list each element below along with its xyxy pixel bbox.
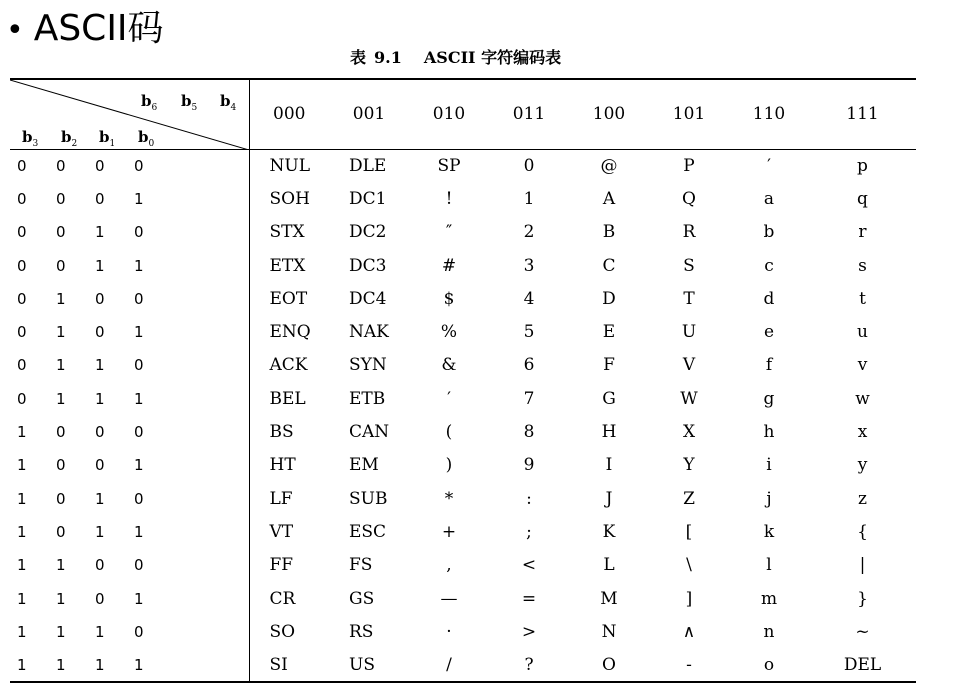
code-cell: p: [857, 155, 868, 176]
code-cell: u: [857, 322, 868, 343]
code-cell: <: [521, 555, 537, 576]
code-cell: DC2: [349, 222, 387, 243]
code-cell: DC4: [349, 288, 387, 309]
code-cell: B: [602, 222, 616, 243]
bit-value: 0: [95, 289, 105, 308]
code-cell: SYN: [349, 355, 387, 376]
low-bits-cell: [10, 415, 249, 448]
code-cell: 9: [523, 455, 535, 476]
code-cell: Y: [683, 455, 695, 476]
bit-value: 0: [95, 323, 105, 342]
bit-value: 0: [134, 356, 144, 375]
bit-value: 1: [56, 323, 66, 342]
bit-value: 0: [56, 189, 66, 208]
caption-number: 9.1: [374, 48, 402, 67]
code-cell: I: [605, 455, 613, 476]
code-cell: A: [602, 188, 616, 209]
column-header: 010: [409, 79, 489, 149]
code-cell: J: [605, 488, 613, 509]
code-cell: X: [682, 422, 696, 443]
code-cell: -: [649, 648, 729, 681]
code-cell: f: [765, 355, 773, 376]
bit-value: 0: [95, 423, 105, 442]
code-cell: g: [763, 388, 775, 409]
table-row: [10, 415, 916, 448]
code-cell: ′: [447, 388, 451, 409]
code-cell: n: [763, 621, 775, 642]
code-cell: DC3: [349, 255, 387, 276]
bit-value: 1: [56, 622, 66, 641]
low-bits-cell: [10, 282, 249, 315]
bit-value: 1: [95, 655, 105, 674]
code-cell: O: [569, 648, 649, 681]
code-cell: i: [766, 455, 772, 476]
code-cell: C: [602, 255, 616, 276]
code-cell: c: [764, 255, 774, 276]
code-cell: ETX: [269, 255, 306, 276]
bit-value: 1: [134, 655, 144, 674]
bit-value: 0: [56, 223, 66, 242]
code-cell: FS: [349, 555, 373, 576]
table-row: [10, 615, 916, 648]
bit-value: 1: [56, 655, 66, 674]
code-cell: $: [443, 288, 455, 309]
code-cell: SP: [437, 155, 461, 176]
bit-value: 1: [134, 323, 144, 342]
column-header: 111: [809, 79, 916, 149]
column-header: 100: [569, 79, 649, 149]
code-cell: ,: [446, 555, 452, 576]
bullet-icon: •: [6, 13, 24, 48]
code-cell: —: [440, 588, 458, 609]
table-row: [10, 349, 916, 382]
code-cell: L: [603, 555, 615, 576]
code-cell: U: [681, 322, 697, 343]
high-bit-label: $b_6$: [141, 92, 158, 113]
low-bit-label: $b_1$: [99, 128, 116, 149]
ascii-table-container: [10, 78, 916, 683]
code-cell: =: [521, 588, 537, 609]
bit-value: 0: [56, 522, 66, 541]
code-cell: &: [441, 355, 457, 376]
bit-value: 0: [95, 189, 105, 208]
code-cell: s: [858, 255, 867, 276]
code-cell: FF: [269, 555, 294, 576]
code-cell: d: [763, 288, 775, 309]
column-header: 110: [729, 79, 809, 149]
low-bits-cell: [10, 615, 249, 648]
code-cell: Q: [682, 188, 696, 209]
low-bits-cell: [10, 149, 249, 182]
slide-title-text: ASCII码: [33, 8, 164, 49]
code-cell: STX: [269, 222, 305, 243]
bit-value: 0: [134, 622, 144, 641]
code-cell: k: [763, 521, 775, 542]
code-cell: BEL: [269, 388, 306, 409]
code-cell: RS: [349, 621, 374, 642]
low-bits-cell: [10, 216, 249, 249]
code-cell: +: [441, 521, 457, 542]
diagonal-divider: [10, 80, 249, 150]
code-cell: 4: [523, 288, 535, 309]
code-cell: h: [763, 422, 775, 443]
table-row: [10, 648, 916, 681]
code-cell: @: [600, 155, 618, 176]
bit-value: 1: [95, 622, 105, 641]
low-bits-cell: [10, 449, 249, 482]
code-cell: ): [445, 455, 453, 476]
code-cell: V: [682, 355, 696, 376]
low-bits-cell: [10, 315, 249, 348]
code-cell: CR: [269, 588, 296, 609]
table-row: [10, 382, 916, 415]
code-cell: \: [686, 555, 692, 576]
code-cell: x: [857, 422, 868, 443]
low-bit-label: $b_3$: [22, 128, 39, 149]
table-row: [10, 149, 916, 182]
code-cell: 8: [523, 422, 535, 443]
code-cell: >: [521, 621, 537, 642]
code-cell: GS: [349, 588, 375, 609]
high-bit-label: $b_5$: [181, 92, 198, 113]
code-cell: v: [857, 355, 868, 376]
bit-value: 1: [95, 256, 105, 275]
code-cell: 5: [523, 322, 535, 343]
bit-value: 0: [134, 423, 144, 442]
code-cell: NAK: [349, 322, 389, 343]
code-cell: (: [445, 422, 453, 443]
code-cell: HT: [269, 455, 296, 476]
code-cell: M: [600, 588, 618, 609]
bit-value: 1: [95, 223, 105, 242]
code-cell: #: [441, 255, 457, 276]
low-bits-cell: [10, 349, 249, 382]
table-row: [10, 182, 916, 215]
code-cell: ∧: [682, 621, 696, 642]
column-header: 001: [329, 79, 409, 149]
bit-value: 0: [17, 189, 27, 208]
corner-header: [10, 79, 249, 149]
low-bit-label: $b_2$: [61, 128, 78, 149]
code-cell: ·: [446, 621, 452, 642]
code-cell: D: [602, 288, 616, 309]
caption-label: 表: [350, 48, 367, 67]
code-cell: !: [445, 188, 453, 209]
code-cell: ′: [767, 155, 771, 176]
bit-value: 0: [56, 489, 66, 508]
code-cell: e: [763, 322, 775, 343]
bit-value: 0: [17, 323, 27, 342]
code-cell: SI: [249, 648, 329, 681]
code-cell: m: [760, 588, 778, 609]
code-cell: ]: [685, 588, 693, 609]
code-cell: CAN: [349, 422, 390, 443]
low-bits-cell: [10, 549, 249, 582]
bit-value: 1: [95, 389, 105, 408]
code-cell: ESC: [349, 521, 387, 542]
code-cell: r: [858, 222, 867, 243]
code-cell: EM: [349, 455, 379, 476]
bit-value: 1: [17, 522, 27, 541]
low-bits-cell: [10, 582, 249, 615]
code-cell: t: [859, 288, 866, 309]
code-cell: j: [766, 488, 772, 509]
bit-value: 1: [56, 389, 66, 408]
code-cell: b: [763, 222, 775, 243]
code-cell: 1: [523, 188, 535, 209]
bit-value: 1: [95, 489, 105, 508]
code-cell: {: [857, 521, 868, 542]
code-cell: BS: [269, 422, 294, 443]
code-cell: LF: [269, 488, 293, 509]
bit-value: 0: [17, 356, 27, 375]
code-cell: }: [857, 588, 868, 609]
code-cell: ENQ: [269, 322, 311, 343]
code-cell: F: [603, 355, 615, 376]
column-header: 101: [649, 79, 729, 149]
low-bits-cell: [10, 382, 249, 415]
code-cell: 0: [523, 155, 535, 176]
bit-value: 1: [134, 189, 144, 208]
bit-value: 1: [56, 289, 66, 308]
bit-value: 1: [56, 356, 66, 375]
bit-value: 0: [17, 389, 27, 408]
code-cell: ETB: [349, 388, 386, 409]
bit-value: 0: [56, 456, 66, 475]
code-cell: a: [763, 188, 775, 209]
bit-value: 1: [134, 256, 144, 275]
bit-value: 0: [56, 423, 66, 442]
code-cell: R: [682, 222, 696, 243]
code-cell: y: [857, 455, 868, 476]
code-cell: G: [602, 388, 616, 409]
bit-value: 0: [134, 556, 144, 575]
column-header: 011: [489, 79, 569, 149]
bit-value: 1: [17, 556, 27, 575]
code-cell: [: [685, 521, 693, 542]
code-cell: /: [409, 648, 489, 681]
code-cell: l: [766, 555, 772, 576]
code-cell: 6: [523, 355, 535, 376]
bit-value: 0: [134, 223, 144, 242]
code-cell: EOT: [269, 288, 308, 309]
table-row: [10, 282, 916, 315]
code-cell: q: [857, 188, 868, 209]
code-cell: DC1: [349, 188, 387, 209]
code-cell: %: [440, 322, 458, 343]
code-cell: T: [683, 288, 695, 309]
low-bits-cell: [10, 648, 249, 681]
slide-title: [6, 6, 164, 54]
code-cell: *: [444, 488, 454, 509]
code-cell: Z: [683, 488, 695, 509]
table-row: [10, 549, 916, 582]
table-row: [10, 482, 916, 515]
low-bits-cell: [10, 182, 249, 215]
bit-value: 0: [95, 589, 105, 608]
code-cell: ″: [445, 222, 453, 243]
code-cell: VT: [269, 521, 294, 542]
column-header: 000: [249, 79, 329, 149]
code-cell: H: [601, 422, 617, 443]
code-cell: :: [526, 488, 532, 509]
bit-value: 1: [17, 589, 27, 608]
ascii-table: [10, 78, 916, 683]
bit-value: 1: [17, 655, 27, 674]
code-cell: K: [602, 521, 616, 542]
code-cell: W: [680, 388, 698, 409]
code-cell: 3: [523, 255, 535, 276]
bit-value: 1: [134, 389, 144, 408]
low-bits-cell: [10, 482, 249, 515]
code-cell: NUL: [269, 155, 310, 176]
bit-value: 1: [134, 522, 144, 541]
low-bit-label: $b_0$: [138, 128, 155, 149]
code-cell: ~: [855, 621, 870, 642]
bit-value: 1: [95, 356, 105, 375]
bit-value: 0: [17, 289, 27, 308]
table-row: [10, 515, 916, 548]
code-cell: ;: [526, 521, 532, 542]
table-body: [10, 149, 916, 682]
code-cell: S: [683, 255, 695, 276]
code-cell: P: [683, 155, 695, 176]
bit-value: 0: [17, 223, 27, 242]
bit-value: 0: [95, 556, 105, 575]
bit-value: 1: [17, 456, 27, 475]
caption-text: ASCII 字符编码表: [423, 48, 562, 67]
bit-value: 1: [56, 589, 66, 608]
code-cell: DLE: [349, 155, 387, 176]
code-cell: N: [601, 621, 617, 642]
code-cell: o: [729, 648, 809, 681]
bit-value: 1: [17, 423, 27, 442]
table-caption: [350, 46, 561, 70]
bit-value: 0: [134, 289, 144, 308]
table-row: [10, 315, 916, 348]
header-row: [10, 79, 916, 149]
bit-value: 0: [134, 489, 144, 508]
bit-value: 0: [134, 156, 144, 175]
bit-value: 1: [95, 522, 105, 541]
bit-value: 0: [17, 256, 27, 275]
low-bits-cell: [10, 515, 249, 548]
bit-value: 1: [134, 456, 144, 475]
table-row: [10, 449, 916, 482]
code-cell: SUB: [349, 488, 388, 509]
bit-value: 1: [56, 556, 66, 575]
code-cell: ?: [489, 648, 569, 681]
bit-value: 0: [56, 256, 66, 275]
code-cell: z: [858, 488, 867, 509]
code-cell: E: [602, 322, 616, 343]
code-cell: |: [859, 555, 866, 576]
code-cell: SOH: [269, 188, 310, 209]
bit-value: 0: [95, 456, 105, 475]
bit-value: 1: [134, 589, 144, 608]
bit-value: 1: [17, 489, 27, 508]
code-cell: DEL: [809, 648, 916, 681]
code-cell: w: [855, 388, 870, 409]
bit-value: 0: [17, 156, 27, 175]
table-row: [10, 216, 916, 249]
code-cell: ACK: [269, 355, 308, 376]
bit-value: 1: [17, 622, 27, 641]
table-row: [10, 249, 916, 282]
bit-value: 0: [95, 156, 105, 175]
code-cell: 2: [523, 222, 535, 243]
code-cell: US: [329, 648, 409, 681]
code-cell: SO: [269, 621, 296, 642]
table-row: [10, 582, 916, 615]
bit-value: 0: [56, 156, 66, 175]
code-cell: 7: [523, 388, 535, 409]
low-bits-cell: [10, 249, 249, 282]
high-bit-label: $b_4$: [220, 92, 237, 113]
